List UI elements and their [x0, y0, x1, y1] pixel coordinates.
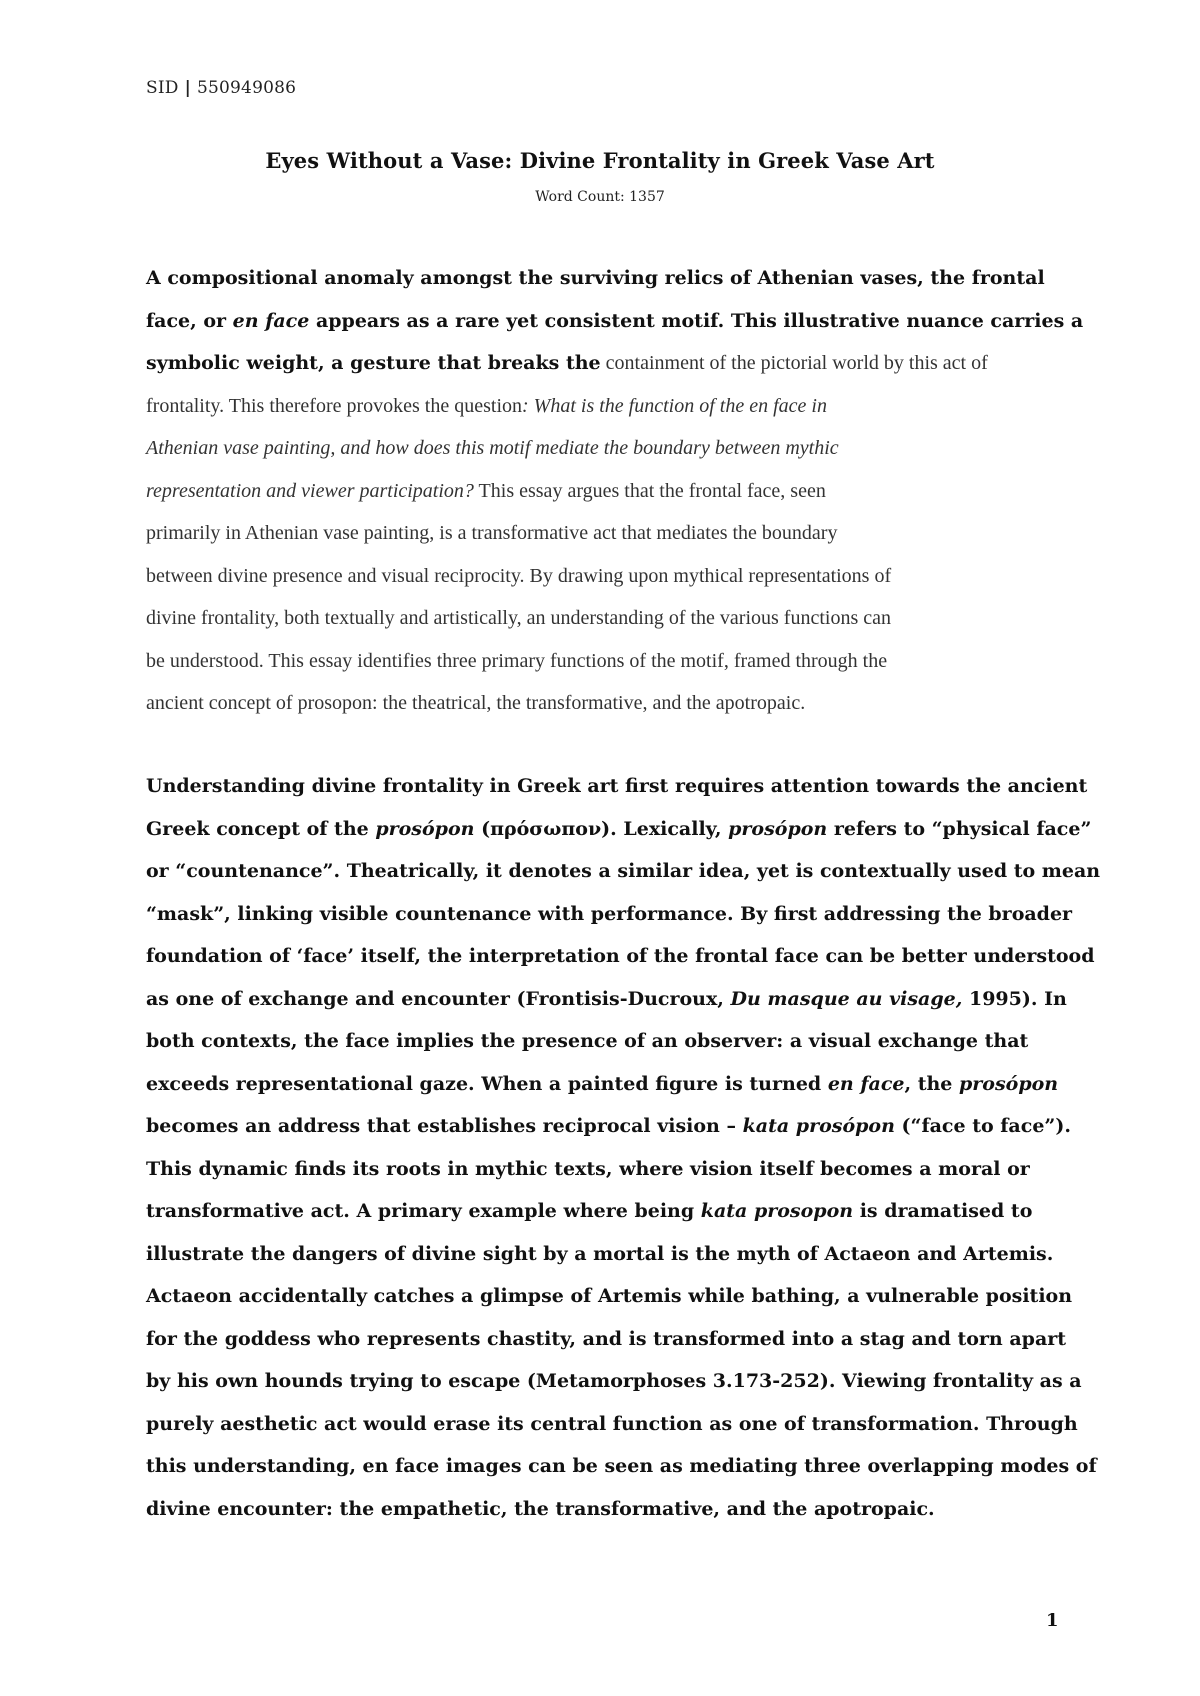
text-line	[146, 342, 1066, 385]
text-run: ancient concept of prosopon: the theatrical, the transformative, and the apotropaic.	[146, 692, 806, 714]
text-run: Greek concept of the	[146, 817, 376, 840]
sid-label: SID	[146, 78, 179, 98]
essay-title: Eyes Without a Vase: Divine Frontality in Greek Vase Art	[265, 148, 935, 173]
text-run: purely aesthetic act would erase its central function as one of transformation. Through	[146, 1412, 1078, 1435]
text-run: “mask”, linking visible countenance with performance. By first addressing the broader	[146, 902, 1073, 925]
text-line	[146, 1488, 1066, 1531]
page-number: 1	[1046, 1610, 1059, 1631]
text-line	[146, 682, 1066, 725]
text-run: en face	[827, 1072, 905, 1095]
sid-separator: |	[184, 78, 191, 98]
text-run: foundation of ‘face’ itself, the interpretation of the frontal face can be better understood	[146, 945, 1095, 967]
text-line	[146, 1318, 1066, 1361]
text-run: both contexts, the face implies the presence of an observer: a visual exchange that	[146, 1030, 1029, 1052]
text-run: divine encounter: the empathetic, the transformative, and the apotropaic.	[146, 1497, 935, 1520]
text-line	[146, 512, 1066, 555]
text-run: between divine presence and visual reciprocity. By drawing upon mythical representations of	[146, 564, 892, 587]
text-run: A compositional anomaly amongst the surviving relics of Athenian vases, the frontal	[146, 267, 1045, 289]
text-run: Understanding divine frontality in Greek art first requires attention towards the ancient	[146, 775, 1088, 797]
text-line	[146, 935, 1095, 978]
student-id-header	[146, 78, 296, 98]
text-line	[146, 765, 1088, 808]
text-run: Actaeon accidentally catches a glimpse of Artemis while bathing, a vulnerable position	[146, 1285, 1073, 1307]
text-run: containment of the pictorial world by this act of	[600, 352, 988, 374]
text-line	[146, 385, 1066, 428]
text-run: frontality. This therefore provokes the question	[146, 394, 523, 417]
text-line	[146, 597, 1066, 640]
paragraph-prosopon	[146, 765, 1101, 1530]
text-run: by his own hounds trying to escape (Metamorphoses 3.173-252). Viewing frontality as a	[146, 1370, 1082, 1392]
text-run: , the	[904, 1072, 960, 1095]
text-run: representation and viewer participation?	[146, 479, 474, 502]
text-run: appears as a rare yet consistent motif. This illustrative nuance carries a	[309, 309, 1084, 332]
text-run: This dynamic finds its roots in mythic texts, where vision itself becomes a moral or	[146, 1157, 1030, 1180]
text-line	[146, 1020, 1066, 1063]
text-line	[146, 640, 1066, 683]
text-line	[146, 1148, 1066, 1191]
text-run: 1995). In	[962, 987, 1067, 1010]
text-run: prosópon	[375, 817, 475, 840]
text-line	[146, 555, 1066, 598]
text-line	[146, 1275, 1073, 1318]
text-run: illustrate the dangers of divine sight by a mortal is the myth of Actaeon and Artemis.	[146, 1242, 1054, 1265]
text-line	[146, 1403, 1078, 1446]
text-run: primarily in Athenian vase painting, is a transformative act that mediates the boundary	[146, 522, 838, 544]
text-line	[146, 978, 1066, 1021]
text-run: face, or	[146, 309, 233, 332]
text-line	[146, 1233, 1066, 1276]
text-run: (πρόσωπον). Lexically,	[474, 817, 729, 840]
text-run: kata prosópon	[742, 1115, 895, 1137]
text-run: exceeds representational gaze. When a painted figure is turned	[146, 1072, 828, 1095]
text-run: for the goddess who represents chastity, and is transformed into a stag and torn apart	[146, 1327, 1067, 1350]
text-run: Athenian vase painting, and how does this motif mediate the boundary between mythic	[146, 437, 839, 459]
text-line	[146, 808, 1092, 851]
text-run: or “countenance”. Theatrically, it denotes a similar idea, yet is contextually used to mean	[146, 860, 1101, 882]
text-run: : What is the function of the en face in	[522, 394, 827, 417]
text-run: be understood. This essay identifies three primary functions of the motif, framed through the	[146, 649, 888, 672]
text-run: This essay argues that the frontal face, seen	[473, 479, 826, 502]
text-run: Du masque au visage,	[730, 987, 963, 1010]
word-count: Word Count: 1357	[535, 189, 665, 205]
text-run: kata prosopon	[700, 1200, 854, 1222]
text-line	[146, 850, 1101, 893]
text-run: en face	[232, 309, 310, 332]
text-run: this understanding, en face images can be seen as mediating three overlapping modes of	[146, 1455, 1097, 1477]
sid-number: 550949086	[196, 78, 297, 98]
text-run: prosópon	[728, 817, 828, 840]
text-line	[146, 1360, 1082, 1403]
text-run: divine frontality, both textually and artistically, an understanding of the various functions can	[146, 607, 891, 629]
text-line	[146, 300, 1084, 343]
text-line	[146, 1063, 1066, 1106]
text-run: refers to “physical face”	[827, 817, 1092, 840]
text-run: (“face to face”).	[894, 1115, 1071, 1137]
text-line	[146, 893, 1073, 936]
text-line	[146, 1190, 1066, 1233]
text-line	[146, 1445, 1097, 1488]
text-run: symbolic weight, a gesture that breaks the	[146, 352, 601, 374]
text-run: prosópon	[959, 1072, 1059, 1095]
text-line	[146, 1105, 1071, 1148]
paragraph-introduction	[146, 257, 1084, 725]
text-run: becomes an address that establishes reciprocal vision –	[146, 1115, 743, 1137]
text-run: is dramatised to	[853, 1200, 1033, 1222]
text-line	[146, 257, 1066, 300]
text-run: transformative act. A primary example where being	[146, 1200, 701, 1222]
text-line	[146, 470, 1066, 513]
text-run: as one of exchange and encounter (Frontisis-Ducroux,	[146, 987, 731, 1010]
text-line	[146, 427, 1066, 470]
